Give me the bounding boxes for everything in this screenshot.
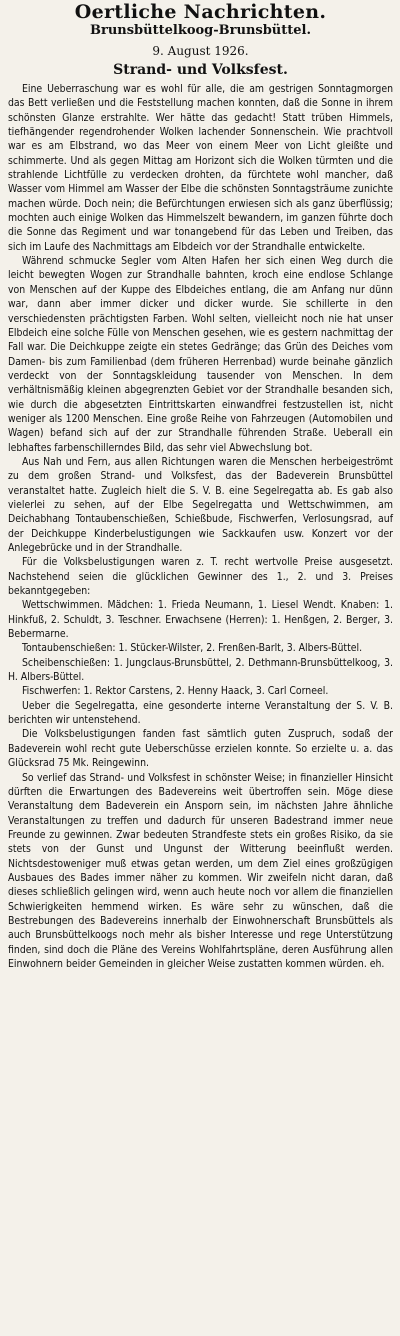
paragraph-fish-throwing-results: Fischwerfen: 1. Rektor Carstens, 2. Henny Haack, 3. Carl Corneel. <box>22 685 329 698</box>
paragraph-target-shooting-results: Scheibenschießen: 1. Jungclaus-Brunsbüttel, 2. Dethmann-Brunsbüttelkoog, 3. H. Albers-Büttel. <box>8 656 393 684</box>
paragraph-swimming-results: Wettschwimmen. Mädchen: 1. Frieda Neumann, 1. Liesel Wendt. Knaben: 1. Hinkfuß, 2. Schuldt, 3. Teschner. Erwachsene (Herren): 1. Henßgen, 2. Berger, 3. Bebermarne. <box>8 599 393 641</box>
paragraph-attractions: Aus Nah und Fern, aus allen Richtungen waren die Menschen herbeigeströmt zu dem großen Strand- und Volksfest, das der Badeverein Brunsbüttel veranstaltet hatte. Zugleich hielt die S. V. B. eine Segelregatta ab. Es gab also vielerlei zu sehen, auf der Elbe Segelregatta und Wettschwimmen, am Deichabhang Tontaubenschießen, Schießbude, Fischwerfen, Verlosungsrad, auf der Deichkuppe Kinderbelustigungen wie Sackkaufen usw. Konzert vor der Anlegebrücke und in der Strandhalle. <box>8 455 393 554</box>
paragraph-intro: Eine Ueberraschung war es wohl für alle, die am gestrigen Sonntagmorgen das Bett verließen und die Feststellung machen konnten, daß die Sonne in ihrem schönsten Glanze erstrahlte. Wer hätte das gedacht! Statt trüben Himmels, tiefhängender regendrohender Wolken lachender Sonnenschein. Wie prachtvoll war es am Elbstrand, wo das Meer von einem Meer von Licht gleißte und schimmerte. Und als gegen Mittag am Horizont sich die Wolken türmten und die strahlende Lichtfülle zu verdecken drohten, da fürchtete wohl mancher, daß Wasser vom Himmel am Wasser der Elbe die schönsten Sonntagsträume zunichte machen würde. Doch nein; die Befürchtungen erwiesen sich als ganz überflüssig; mochten auch einige Wolken das Himmelszelt bewandern, im ganzen führte doch die Sonne das Regiment und war tonangebend für das Leben und Treiben, das sich im Laufe des Nachmittags am Elbdeich vor der Strandhalle entwickelte. <box>8 83 393 253</box>
paragraph-prizes-intro: Für die Volksbelustigungen waren z. T. recht wertvolle Preise ausgesetzt. Nachstehend seien die glücklichen Gewinner des 1., 2. und 3. Preises bekanntgegeben: <box>8 556 393 598</box>
date-line: 9. August 1926. <box>152 44 249 58</box>
section-title: Oertliche Nachrichten. <box>74 1 327 23</box>
article-body <box>8 82 393 971</box>
article-headline: Strand- und Volksfest. <box>113 62 288 78</box>
paragraph-conclusion: So verlief das Strand- und Volksfest in schönster Weise; in finanzieller Hinsicht dürften die Erwartungen des Badevereins weit übertroffen sein. Möge diese Veranstaltung dem Badeverein ein Ansporn sein, im nächsten Jahre ähnliche Veranstaltungen zu treffen und dadurch für unseren Badestrand immer neue Freunde zu gewinnen. Zwar bedeuten Strandfeste stets ein großes Risiko, da sie stets von der Gunst und Ungunst der Witterung beeinflußt werden. Nichtsdestoweniger muß etwas getan werden, um dem Ziel eines großzügigen Ausbaues des Bades immer näher zu kommen. Wir zweifeln nicht daran, daß dieses schließlich gelingen wird, wenn auch heute noch vor allem die finanziellen Schwierigkeiten hemmend wirken. Es wäre sehr zu wünschen, daß die Bestrebungen des Badevereins innerhalb der Einwohnerschaft Brunsbüttels als auch Brunsbüttelkoogs noch mehr als bisher Interesse und rege Unterstützung finden, sind doch die Pläne des Vereins Wohlfahrtspläne, deren Ausführung allen Einwohnern beider Gemeinden in gleicher Weise zustatten kommen würden. eh. <box>8 771 393 970</box>
paragraph-regatta-note: Ueber die Segelregatta, eine gesonderte interne Veranstaltung der S. V. B. berichten wir untenstehend. <box>8 699 393 727</box>
paragraph-proceeds: Die Volksbelustigungen fanden fast sämtlich guten Zuspruch, sodaß der Badeverein wohl recht gute Ueberschüsse erzielen konnte. So erzielte u. a. das Glücksrad 75 Mk. Reingewinn. <box>8 728 393 770</box>
paragraph-clay-shooting-results: Tontaubenschießen: 1. Stücker-Wilster, 2. Frenßen-Barlt, 3. Albers-Büttel. <box>22 642 363 655</box>
place-line: Brunsbüttelkoog-Brunsbüttel. <box>90 23 311 38</box>
paragraph-crowd: Während schmucke Segler vom Alten Hafen her sich einen Weg durch die leicht bewegten Wogen zur Strandhalle bahnten, kroch eine endlose Schlange von Menschen auf der Kuppe des Elbdeiches entlang, die am Anfang nur dünn war, dann aber immer dicker und dicker wurde. Sie schillerte in den verschiedensten prächtigsten Farben. Wohl selten, vielleicht noch nie hat unser Elbdeich eine solche Fülle von Menschen gesehen, wie es gestern nachmittag der Fall war. Die Deichkuppe zeigte ein stetes Gedränge; das Grün des Deiches vom Damen- bis zum Familienbad (dem früheren Herrenbad) wurde beinahe gänzlich verdeckt von der Sonntagskleidung tausender von Menschen. In dem verhältnismäßig kleinen abgegrenzten Gebiet vor der Strandhalle besanden sich, wie durch die abgesetzten Eintrittskarten einwandfrei festzustellen ist, nicht weniger als 1200 Menschen. Eine große Reihe von Fahrzeugen (Automobilen und Wagen) befand sich auf der zur Strandhalle führenden Straße. Ueberall ein lebhaftes farbenschillerndes Bild, das sehr viel Abwechslung bot. <box>8 255 393 454</box>
